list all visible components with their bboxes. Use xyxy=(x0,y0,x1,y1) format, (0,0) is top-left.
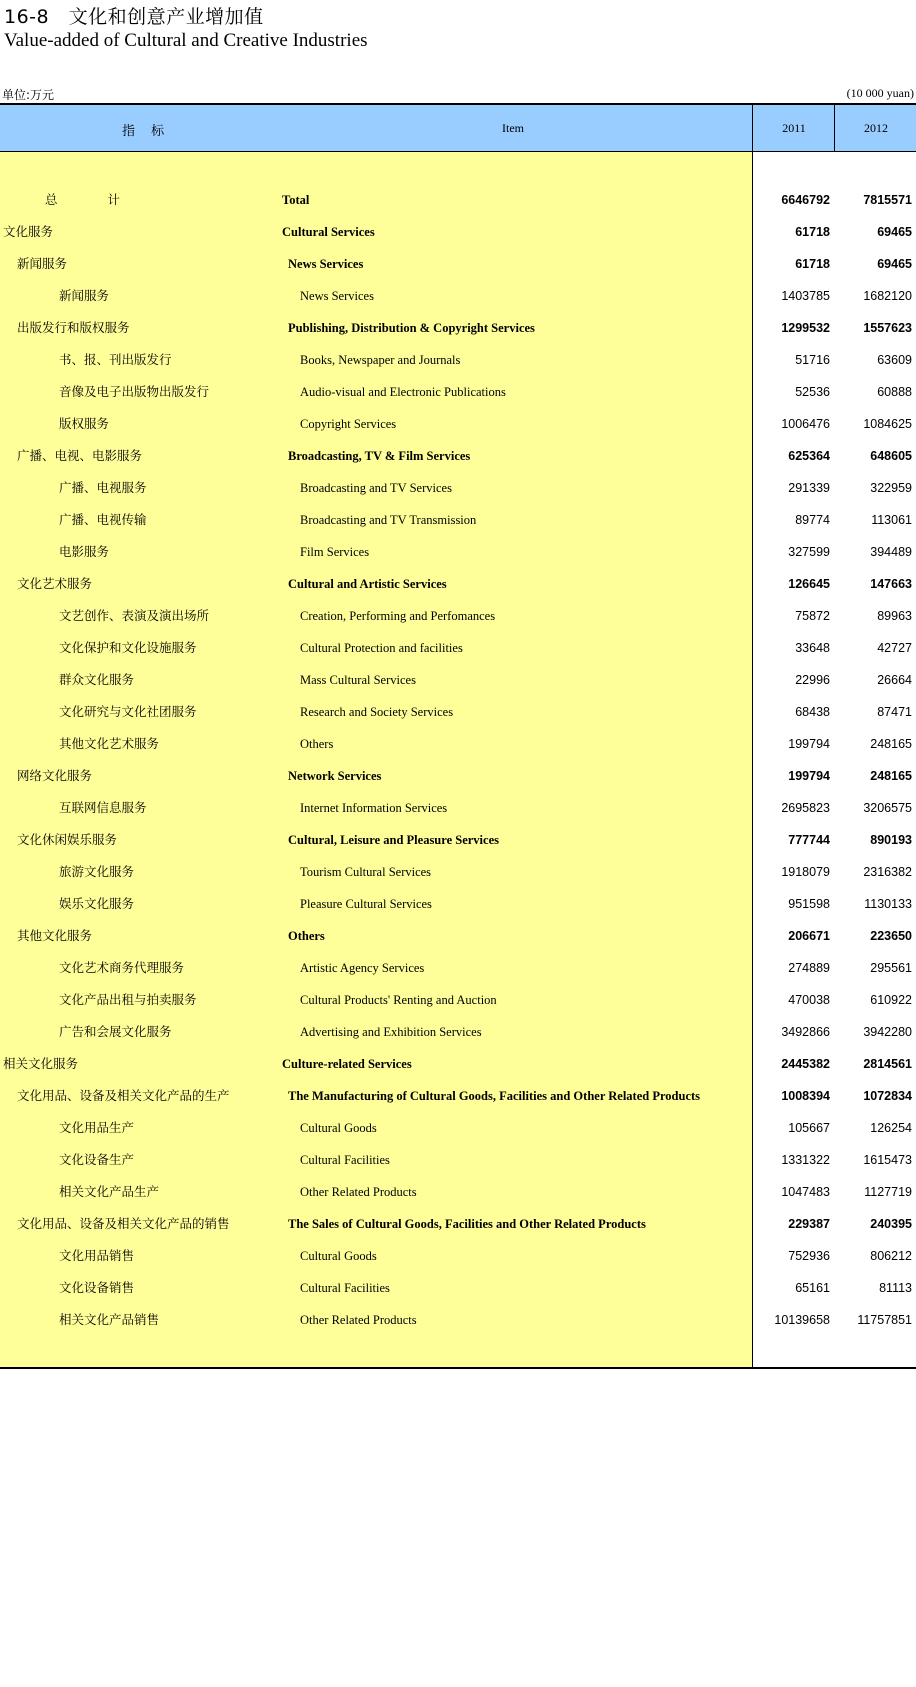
row-value-2011: 625364 xyxy=(788,449,830,463)
header-indicator: 指 标 xyxy=(122,124,171,139)
row-value-2011: 52536 xyxy=(795,385,830,399)
row-label-english: Broadcasting and TV Services xyxy=(300,481,452,495)
row-value-2012: 7815571 xyxy=(863,193,912,207)
row-value-2012: 2316382 xyxy=(863,865,912,879)
row-label-chinese: 书、报、刊出版发行 xyxy=(59,352,172,367)
table-row xyxy=(0,920,916,952)
table-row xyxy=(0,248,916,280)
row-label-english: Pleasure Cultural Services xyxy=(300,897,432,911)
table-row xyxy=(0,696,916,728)
row-label-chinese: 文化保护和文化设施服务 xyxy=(59,640,197,655)
row-label-english: Internet Information Services xyxy=(300,801,448,815)
row-label-english: Mass Cultural Services xyxy=(300,673,416,687)
row-value-2011: 75872 xyxy=(795,609,830,623)
row-label-english: Total xyxy=(282,193,310,207)
row-value-2011: 51716 xyxy=(795,353,830,367)
row-value-2012: 1615473 xyxy=(863,1153,912,1167)
row-value-2012: 2814561 xyxy=(863,1057,912,1071)
row-value-2012: 42727 xyxy=(877,641,912,655)
table-row xyxy=(0,824,916,856)
header-year-2012: 2012 xyxy=(834,105,916,151)
table-row xyxy=(0,1272,916,1304)
row-value-2012: 89963 xyxy=(877,609,912,623)
table-row xyxy=(0,1144,916,1176)
row-label-english: Books, Newspaper and Journals xyxy=(300,353,461,367)
row-value-2012: 3206575 xyxy=(863,801,912,815)
row-label-english: Publishing, Distribution & Copyright Services xyxy=(288,321,535,335)
row-value-2011: 1403785 xyxy=(781,289,830,303)
row-value-2011: 2695823 xyxy=(781,801,830,815)
row-label-english: Artistic Agency Services xyxy=(300,961,425,975)
row-label-chinese: 文化服务 xyxy=(3,224,54,239)
row-label-english: Research and Society Services xyxy=(300,705,454,719)
row-value-2011: 291339 xyxy=(788,481,830,495)
row-label-chinese: 文化用品销售 xyxy=(59,1248,135,1263)
row-label-chinese: 相关文化产品生产 xyxy=(59,1184,160,1199)
row-value-2012: 26664 xyxy=(877,673,912,687)
row-label-english: Cultural Protection and facilities xyxy=(300,641,463,655)
row-value-2011: 199794 xyxy=(788,769,830,783)
table-row xyxy=(0,1048,916,1080)
row-label-english: Others xyxy=(288,929,325,943)
row-label-english: News Services xyxy=(288,257,364,271)
row-value-2011: 777744 xyxy=(788,833,830,847)
table-row xyxy=(0,856,916,888)
table-row xyxy=(0,280,916,312)
row-label-chinese: 广告和会展文化服务 xyxy=(59,1024,172,1039)
row-value-2012: 69465 xyxy=(877,225,912,239)
table-row xyxy=(0,568,916,600)
table-row xyxy=(0,184,916,216)
row-label-chinese: 版权服务 xyxy=(59,416,110,431)
row-label-chinese: 电影服务 xyxy=(59,544,110,559)
row-value-2011: 752936 xyxy=(788,1249,830,1263)
row-label-english: Cultural Facilities xyxy=(300,1153,390,1167)
row-label-chinese: 新闻服务 xyxy=(17,256,68,271)
row-label-chinese: 娱乐文化服务 xyxy=(59,896,135,911)
row-label-chinese: 相关文化产品销售 xyxy=(59,1312,160,1327)
row-label-chinese: 新闻服务 xyxy=(59,288,110,303)
row-value-2011: 229387 xyxy=(788,1217,830,1231)
row-value-2011: 951598 xyxy=(788,897,830,911)
row-value-2012: 223650 xyxy=(870,929,912,943)
table-row xyxy=(0,1176,916,1208)
row-label-english: Film Services xyxy=(300,545,370,559)
row-value-2011: 126645 xyxy=(788,577,830,591)
row-label-english: Other Related Products xyxy=(300,1313,417,1327)
row-label-chinese: 广播、电视、电影服务 xyxy=(17,448,143,463)
row-label-english: Cultural Goods xyxy=(300,1121,377,1135)
row-label-english: Cultural and Artistic Services xyxy=(288,577,447,591)
table-row xyxy=(0,1080,916,1112)
row-value-2011: 1047483 xyxy=(781,1185,830,1199)
row-value-2011: 327599 xyxy=(788,545,830,559)
table-row xyxy=(0,600,916,632)
row-label-chinese: 互联网信息服务 xyxy=(59,800,147,815)
row-value-2012: 1130133 xyxy=(864,897,912,911)
row-value-2011: 1331322 xyxy=(781,1153,830,1167)
row-value-2011: 3492866 xyxy=(781,1025,830,1039)
row-label-chinese: 文化艺术商务代理服务 xyxy=(59,960,185,975)
row-value-2011: 1006476 xyxy=(781,417,830,431)
row-label-english: Others xyxy=(300,737,334,751)
row-label-chinese: 文化休闲娱乐服务 xyxy=(17,832,118,847)
table-row xyxy=(0,472,916,504)
row-value-2011: 1299532 xyxy=(781,321,830,335)
row-label-english: Cultural Products' Renting and Auction xyxy=(300,993,497,1007)
row-label-english: Broadcasting, TV & Film Services xyxy=(288,449,471,463)
row-label-chinese: 出版发行和版权服务 xyxy=(17,320,130,335)
row-value-2011: 89774 xyxy=(795,513,830,527)
row-value-2012: 295561 xyxy=(870,961,912,975)
row-value-2012: 248165 xyxy=(870,737,912,751)
row-label-chinese: 旅游文化服务 xyxy=(59,864,135,879)
row-label-english: Creation, Performing and Perfomances xyxy=(300,609,496,623)
row-value-2012: 3942280 xyxy=(863,1025,912,1039)
row-value-2012: 890193 xyxy=(870,833,912,847)
row-value-2011: 470038 xyxy=(788,993,830,1007)
table-row xyxy=(0,216,916,248)
row-value-2012: 394489 xyxy=(870,545,912,559)
table-row xyxy=(0,1240,916,1272)
row-value-2011: 6646792 xyxy=(781,193,830,207)
row-value-2011: 199794 xyxy=(788,737,830,751)
row-value-2012: 1084625 xyxy=(863,417,912,431)
row-label-english: Culture-related Services xyxy=(282,1057,412,1071)
table-row xyxy=(0,1016,916,1048)
row-value-2012: 610922 xyxy=(870,993,912,1007)
table-row xyxy=(0,984,916,1016)
row-label-chinese: 文化用品、设备及相关文化产品的生产 xyxy=(17,1088,230,1103)
row-value-2011: 105667 xyxy=(788,1121,830,1135)
row-value-2011: 206671 xyxy=(788,929,830,943)
table-row xyxy=(0,344,916,376)
row-value-2012: 240395 xyxy=(870,1217,912,1231)
row-label-chinese: 总 计 xyxy=(45,192,121,207)
table-row xyxy=(0,312,916,344)
data-table xyxy=(0,103,916,1369)
row-value-2012: 806212 xyxy=(870,1249,912,1263)
row-label-chinese: 广播、电视传输 xyxy=(59,512,147,527)
row-label-english: News Services xyxy=(300,289,374,303)
table-row xyxy=(0,952,916,984)
header-year-2011: 2011 xyxy=(752,105,835,151)
table-row xyxy=(0,376,916,408)
table-row xyxy=(0,632,916,664)
row-value-2012: 648605 xyxy=(870,449,912,463)
row-label-english: Audio-visual and Electronic Publications xyxy=(300,385,506,399)
table-row xyxy=(0,1304,916,1336)
row-value-2011: 22996 xyxy=(795,673,830,687)
row-label-english: Cultural, Leisure and Pleasure Services xyxy=(288,833,499,847)
row-label-chinese: 其他文化艺术服务 xyxy=(59,736,160,751)
row-label-english: The Sales of Cultural Goods, Facilities and Other Related Products xyxy=(288,1217,646,1231)
row-label-english: Network Services xyxy=(288,769,382,783)
row-value-2011: 68438 xyxy=(795,705,830,719)
row-value-2012: 147663 xyxy=(870,577,912,591)
row-value-2012: 60888 xyxy=(877,385,912,399)
row-value-2012: 1127719 xyxy=(864,1185,912,1199)
row-label-english: Broadcasting and TV Transmission xyxy=(300,513,477,527)
row-label-english: Tourism Cultural Services xyxy=(300,865,432,879)
row-value-2011: 1918079 xyxy=(781,865,830,879)
table-row xyxy=(0,760,916,792)
row-label-english: The Manufacturing of Cultural Goods, Facilities and Other Related Products xyxy=(288,1089,701,1103)
row-value-2012: 63609 xyxy=(877,353,912,367)
row-value-2012: 113061 xyxy=(871,513,912,527)
row-value-2011: 1008394 xyxy=(781,1089,830,1103)
row-label-chinese: 音像及电子出版物出版发行 xyxy=(59,384,210,399)
table-row xyxy=(0,504,916,536)
row-label-chinese: 文化设备销售 xyxy=(59,1280,135,1295)
row-label-chinese: 文艺创作、表演及演出场所 xyxy=(59,608,210,623)
row-value-2012: 81113 xyxy=(879,1281,912,1295)
row-label-english: Cultural Goods xyxy=(300,1249,377,1263)
row-label-chinese: 文化产品出租与拍卖服务 xyxy=(59,992,197,1007)
row-label-english: Copyright Services xyxy=(300,417,397,431)
table-row xyxy=(0,664,916,696)
table-row xyxy=(0,1112,916,1144)
table-row xyxy=(0,728,916,760)
row-label-english: Cultural Services xyxy=(282,225,375,239)
row-value-2011: 2445382 xyxy=(781,1057,830,1071)
row-value-2011: 61718 xyxy=(795,257,830,271)
table-title-chinese: 16-8 文化和创意产业增加值 xyxy=(4,6,264,28)
unit-label-chinese: 单位:万元 xyxy=(2,88,55,102)
row-value-2012: 126254 xyxy=(870,1121,912,1135)
row-value-2012: 248165 xyxy=(870,769,912,783)
table-title-english: Value-added of Cultural and Creative Industries xyxy=(4,30,368,51)
row-label-chinese: 相关文化服务 xyxy=(3,1056,79,1071)
row-value-2011: 65161 xyxy=(795,1281,830,1295)
row-value-2011: 61718 xyxy=(795,225,830,239)
table-row xyxy=(0,536,916,568)
table-row xyxy=(0,408,916,440)
row-value-2012: 1557623 xyxy=(863,321,912,335)
row-label-chinese: 其他文化服务 xyxy=(17,928,93,943)
row-label-chinese: 群众文化服务 xyxy=(59,672,135,687)
row-label-chinese: 网络文化服务 xyxy=(17,768,93,783)
table-row xyxy=(0,888,916,920)
row-value-2012: 11757851 xyxy=(857,1313,912,1327)
unit-label-english: (10 000 yuan) xyxy=(846,86,914,100)
row-label-english: Cultural Facilities xyxy=(300,1281,390,1295)
row-label-english: Advertising and Exhibition Services xyxy=(300,1025,482,1039)
row-value-2012: 87471 xyxy=(877,705,912,719)
table-row xyxy=(0,792,916,824)
row-label-chinese: 广播、电视服务 xyxy=(59,480,147,495)
row-value-2012: 69465 xyxy=(877,257,912,271)
row-label-chinese: 文化用品生产 xyxy=(59,1120,135,1135)
row-value-2011: 33648 xyxy=(795,641,830,655)
row-value-2011: 274889 xyxy=(788,961,830,975)
row-label-english: Other Related Products xyxy=(300,1185,417,1199)
row-label-chinese: 文化艺术服务 xyxy=(17,576,93,591)
row-label-chinese: 文化研究与文化社团服务 xyxy=(59,704,197,719)
table-row xyxy=(0,1208,916,1240)
row-value-2012: 1072834 xyxy=(863,1089,912,1103)
table-body xyxy=(0,152,916,1369)
row-label-chinese: 文化设备生产 xyxy=(59,1152,135,1167)
row-label-chinese: 文化用品、设备及相关文化产品的销售 xyxy=(17,1216,230,1231)
row-value-2011: 10139658 xyxy=(774,1313,830,1327)
table-header xyxy=(0,105,916,152)
table-row xyxy=(0,440,916,472)
header-item: Item xyxy=(502,121,524,135)
row-value-2012: 322959 xyxy=(870,481,912,495)
row-value-2012: 1682120 xyxy=(863,289,912,303)
